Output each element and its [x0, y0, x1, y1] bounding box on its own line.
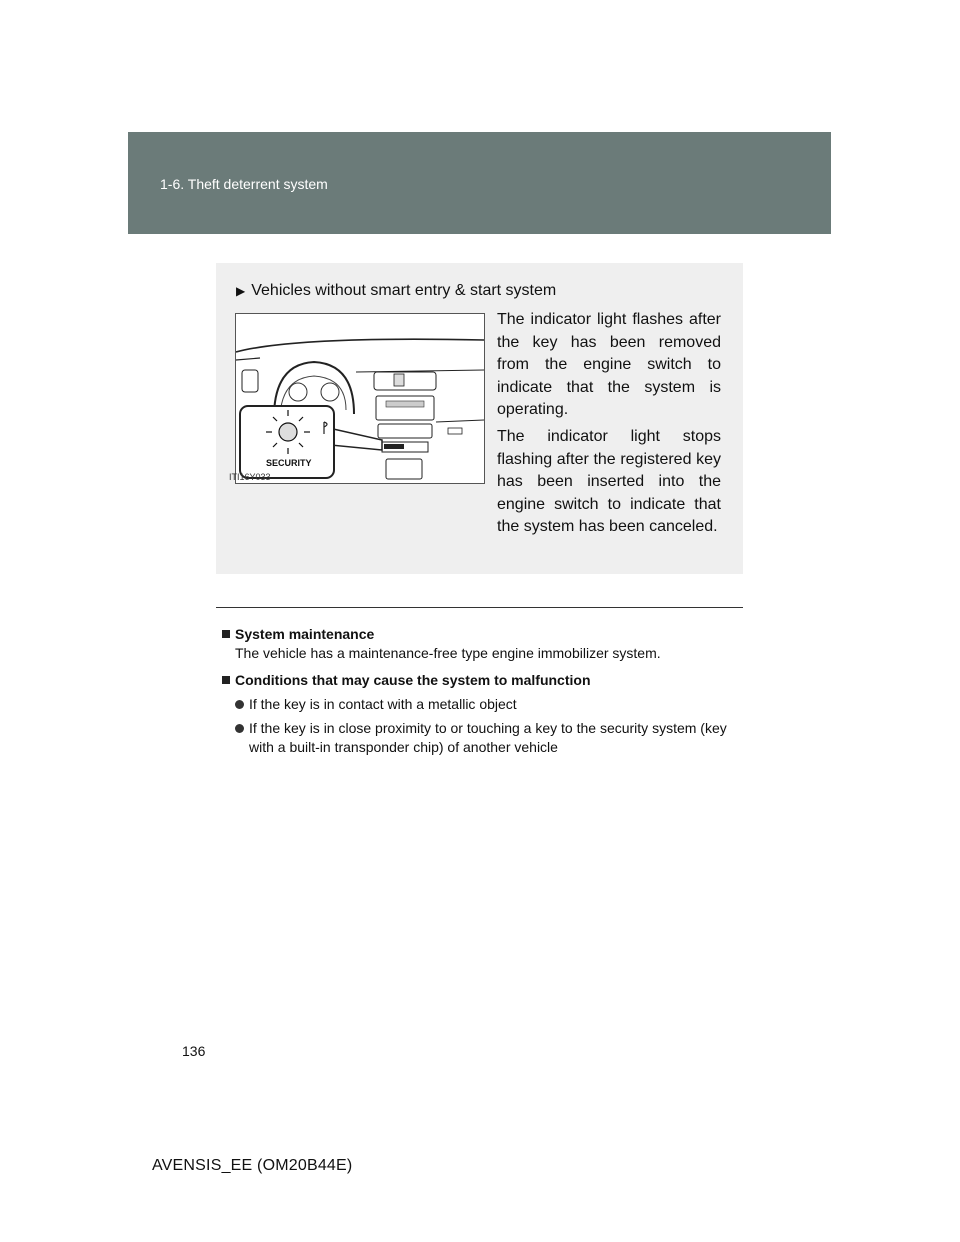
square-bullet-icon: [222, 630, 230, 638]
bullet-text: If the key is in close proximity to or touching a key to the security system (key with a built-in transponder chip) of another vehicle: [249, 720, 727, 755]
notes-section: [222, 624, 742, 761]
figure-code: ITI16Y033: [229, 472, 271, 482]
bullet-text: If the key is in contact with a metallic object: [249, 696, 517, 712]
list-item: [222, 695, 742, 714]
indicator-stop-paragraph: The indicator light stops flashing after the registered key has been inserted into the engine switch to indicate that the system has been canceled.: [497, 428, 721, 535]
triangle-bullet-icon: ▶: [236, 284, 246, 298]
section-header: [128, 132, 831, 234]
maintenance-heading: [222, 624, 742, 644]
page-number: 136: [182, 1043, 206, 1059]
dot-bullet-icon: [235, 724, 244, 733]
section-title: 1-6. Theft deterrent system: [160, 176, 328, 192]
dashboard-illustration: [235, 313, 485, 484]
section-divider: [216, 607, 743, 608]
conditions-title: Conditions that may cause the system to malfunction: [235, 672, 591, 688]
dot-bullet-icon: [235, 700, 244, 709]
footer-code: AVENSIS_EE (OM20B44E): [152, 1157, 353, 1174]
conditions-heading: [222, 670, 742, 690]
maintenance-title: System maintenance: [235, 626, 375, 642]
list-item: [222, 719, 742, 757]
box-heading: [236, 282, 556, 300]
box-heading-text: Vehicles without smart entry & start system: [251, 282, 557, 299]
indicator-flash-paragraph: The indicator light flashes after the key has been removed from the engine switch to indicate that the system is operating.: [497, 311, 721, 418]
figure-security-label: SECURITY: [266, 458, 312, 468]
square-bullet-icon: [222, 676, 230, 684]
maintenance-text: The vehicle has a maintenance-free type engine immobilizer system.: [235, 645, 661, 661]
info-box: [216, 263, 743, 574]
